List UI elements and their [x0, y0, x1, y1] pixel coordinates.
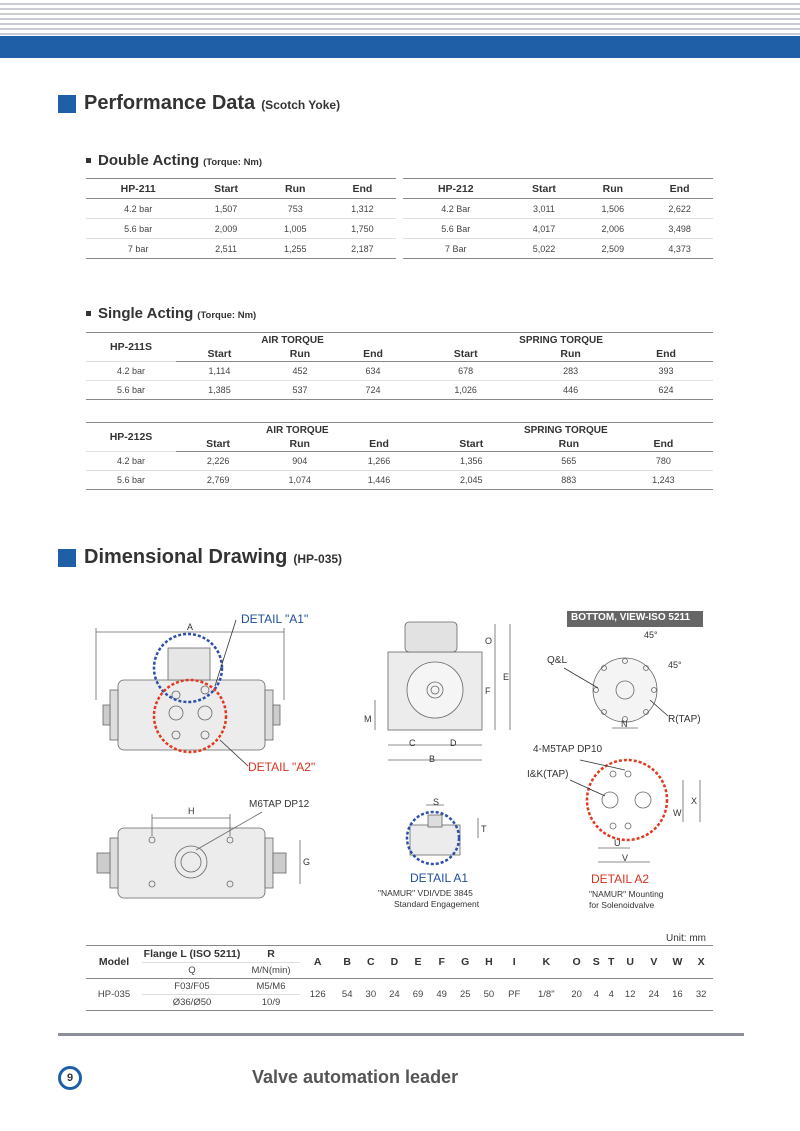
letter-header: V	[642, 946, 666, 978]
col-header: End	[619, 347, 713, 362]
cell: 5.6 bar	[86, 381, 176, 400]
cell: 1,312	[329, 199, 396, 219]
dimensional-subtitle: (HP-035)	[293, 552, 343, 566]
cell: 1,005	[262, 219, 329, 239]
cell: 1,506	[579, 199, 646, 219]
air-torque-header: AIR TORQUE	[176, 423, 419, 438]
value-cell: 16	[666, 978, 690, 1010]
letter-header: D	[383, 946, 407, 978]
detail-a2-title: DETAIL A2	[591, 872, 650, 886]
single-acting-subtitle: (Torque: Nm)	[197, 310, 257, 321]
actuator-body-front	[118, 680, 265, 750]
dim-label-s: S	[433, 797, 440, 807]
cell: 5.6 bar	[86, 471, 176, 490]
letter-header: E	[406, 946, 430, 978]
standard-engagement-caption: Standard Engagement	[394, 899, 480, 909]
cell: 724	[337, 381, 409, 400]
detail-a2-view-ring	[587, 760, 667, 840]
model-header: Model	[86, 946, 142, 978]
col-header: Run	[262, 179, 329, 199]
cell: 1,446	[339, 471, 418, 490]
col-header: Start	[409, 347, 522, 362]
value-cell: 4	[588, 978, 604, 1010]
col-header: Start	[176, 437, 260, 452]
cell: 393	[619, 362, 713, 381]
dim-label-b: B	[429, 754, 436, 764]
value-cell: PF	[501, 978, 528, 1010]
cell: 753	[262, 199, 329, 219]
cell: 7 bar	[86, 239, 190, 259]
q-subheader: Q	[142, 962, 242, 978]
letter-header: A	[300, 946, 335, 978]
dim-label-h: H	[188, 806, 195, 816]
letter-header: H	[477, 946, 501, 978]
cell: 4.2 Bar	[403, 199, 509, 219]
footer-rule	[58, 1033, 744, 1036]
col-header: HP-211	[86, 179, 190, 199]
cell: 565	[524, 452, 614, 471]
detail-a1-title: DETAIL A1	[410, 871, 469, 885]
col-header: HP-212	[403, 179, 509, 199]
cell: 780	[614, 452, 713, 471]
col-header: Run	[524, 437, 614, 452]
model-cell: HP-211S	[86, 333, 176, 362]
letter-header: T	[604, 946, 618, 978]
cell: 1,026	[409, 381, 522, 400]
letter-header: F	[430, 946, 454, 978]
dim-label-a: A	[187, 622, 194, 632]
cell: 904	[260, 452, 339, 471]
m5tap-label: 4-M5TAP DP10	[533, 744, 603, 755]
dim-label-w: W	[673, 808, 682, 818]
dimension-table	[86, 946, 713, 1011]
col-header: End	[614, 437, 713, 452]
col-header: Start	[509, 179, 580, 199]
value-cell: 50	[477, 978, 501, 1010]
r-cell: M5/M6	[242, 978, 300, 994]
col-header: Run	[263, 347, 337, 362]
col-header: End	[339, 437, 418, 452]
cell: 634	[337, 362, 409, 381]
letter-header: S	[588, 946, 604, 978]
value-cell: 20	[565, 978, 589, 1010]
double-acting-title: Double Acting	[98, 152, 200, 169]
dim-label-m: M	[364, 714, 372, 724]
ik-label: I&K(TAP)	[527, 769, 569, 780]
dim-label-o: O	[485, 636, 493, 646]
cell: 5,022	[509, 239, 580, 259]
r-cell: 10/9	[242, 994, 300, 1010]
cell: 1,266	[339, 452, 418, 471]
page-number: 9	[58, 1066, 82, 1090]
dim-label-c: C	[409, 738, 416, 748]
single-acting-title: Single Acting	[98, 305, 194, 322]
ql-label: Q&L	[547, 655, 568, 666]
cell: 537	[263, 381, 337, 400]
cell: 2,009	[190, 219, 261, 239]
cell: 3,498	[646, 219, 713, 239]
cell: 2,187	[329, 239, 396, 259]
spring-torque-header: SPRING TORQUE	[409, 333, 713, 348]
value-cell: 12	[618, 978, 642, 1010]
cell: 2,622	[646, 199, 713, 219]
col-header: Start	[176, 347, 263, 362]
cell: 1,243	[614, 471, 713, 490]
value-cell: 49	[430, 978, 454, 1010]
dim-label-f: F	[485, 686, 491, 696]
model-cell: HP-212S	[86, 423, 176, 452]
value-cell: 69	[406, 978, 430, 1010]
m6tap-label: M6TAP DP12	[249, 799, 310, 810]
angle-label: 45°	[668, 660, 682, 670]
solenoid-caption: for Solenoidvalve	[589, 900, 655, 910]
dimensional-title: Dimensional Drawing	[84, 546, 288, 568]
cell: 883	[524, 471, 614, 490]
dim-label-x: X	[691, 796, 698, 806]
cell: 446	[522, 381, 619, 400]
cell: 2,511	[190, 239, 261, 259]
cell: 3,011	[509, 199, 580, 219]
cell: 1,114	[176, 362, 263, 381]
air-torque-header: AIR TORQUE	[176, 333, 409, 348]
col-header: End	[337, 347, 409, 362]
cell: 1,507	[190, 199, 261, 219]
cell: 1,074	[260, 471, 339, 490]
dim-label-u: U	[614, 838, 621, 848]
letter-header: K	[528, 946, 565, 978]
namur-vdi-caption: "NAMUR" VDI/VDE 3845	[378, 888, 473, 898]
cell: 4,373	[646, 239, 713, 259]
cell: 4,017	[509, 219, 580, 239]
dim-label-v: V	[622, 853, 629, 863]
cell: 1,356	[419, 452, 524, 471]
footer-tagline: Valve automation leader	[252, 1067, 459, 1087]
value-cell: 24	[383, 978, 407, 1010]
dim-label-d: D	[450, 738, 457, 748]
value-cell: 24	[642, 978, 666, 1010]
value-cell: 25	[453, 978, 477, 1010]
value-cell: 30	[359, 978, 383, 1010]
bottom-view-title: BOTTOM, VIEW-ISO 5211	[571, 612, 691, 623]
col-header: Start	[419, 437, 524, 452]
namur-mount-caption: "NAMUR" Mounting	[589, 889, 664, 899]
flange-cell: F03/F05	[142, 978, 242, 994]
col-header: Run	[260, 437, 339, 452]
cell: 5.6 bar	[86, 219, 190, 239]
value-cell: 1/8"	[528, 978, 565, 1010]
col-header: End	[646, 179, 713, 199]
cell: 5.6 Bar	[403, 219, 509, 239]
cell: 2,509	[579, 239, 646, 259]
col-header: Run	[579, 179, 646, 199]
cell: 1,750	[329, 219, 396, 239]
detail-a1-callout: DETAIL "A1"	[241, 612, 309, 626]
flange-header: Flange L (ISO 5211)	[143, 947, 241, 960]
dim-label-n: N	[621, 719, 628, 729]
value-cell: 32	[689, 978, 713, 1010]
cell: 4.2 bar	[86, 362, 176, 381]
cell: 4.2 bar	[86, 199, 190, 219]
letter-header: X	[689, 946, 713, 978]
cell: 2,006	[579, 219, 646, 239]
cell: 7 Bar	[403, 239, 509, 259]
flange-cell: Ø36/Ø50	[142, 994, 242, 1010]
col-header: Start	[190, 179, 261, 199]
cell: 2,226	[176, 452, 260, 471]
letter-header: B	[335, 946, 359, 978]
col-header: End	[329, 179, 396, 199]
spring-torque-header: SPRING TORQUE	[419, 423, 713, 438]
value-cell: 126	[300, 978, 335, 1010]
letter-header: O	[565, 946, 589, 978]
dim-label-g: G	[303, 857, 311, 867]
performance-title: Performance Data	[84, 92, 256, 114]
dim-label-t: T	[481, 824, 487, 834]
mn-subheader: M/N(min)	[242, 962, 300, 978]
col-header: Run	[522, 347, 619, 362]
cell: 452	[263, 362, 337, 381]
cell: 4.2 bar	[86, 452, 176, 471]
model-cell: HP-035	[86, 978, 142, 1010]
detail-a2-callout: DETAIL "A2"	[248, 760, 316, 774]
cell: 678	[409, 362, 522, 381]
cell: 1,255	[262, 239, 329, 259]
cell: 283	[522, 362, 619, 381]
cell: 1,385	[176, 381, 263, 400]
letter-header: G	[453, 946, 477, 978]
value-cell: 4	[604, 978, 618, 1010]
dim-label-e: E	[503, 672, 510, 682]
letter-header: I	[501, 946, 528, 978]
letter-header: W	[666, 946, 690, 978]
angle-label: 45°	[644, 630, 658, 640]
value-cell: 54	[335, 978, 359, 1010]
r-header: R	[267, 947, 275, 960]
double-acting-subtitle: (Torque: Nm)	[203, 157, 263, 168]
cell: 2,045	[419, 471, 524, 490]
rtap-label: R(TAP)	[668, 714, 701, 725]
letter-header: C	[359, 946, 383, 978]
letter-header: U	[618, 946, 642, 978]
performance-subtitle: (Scotch Yoke)	[261, 98, 341, 112]
cell: 624	[619, 381, 713, 400]
actuator-body-top	[118, 828, 265, 898]
cell: 2,769	[176, 471, 260, 490]
unit-label: Unit: mm	[666, 933, 706, 944]
